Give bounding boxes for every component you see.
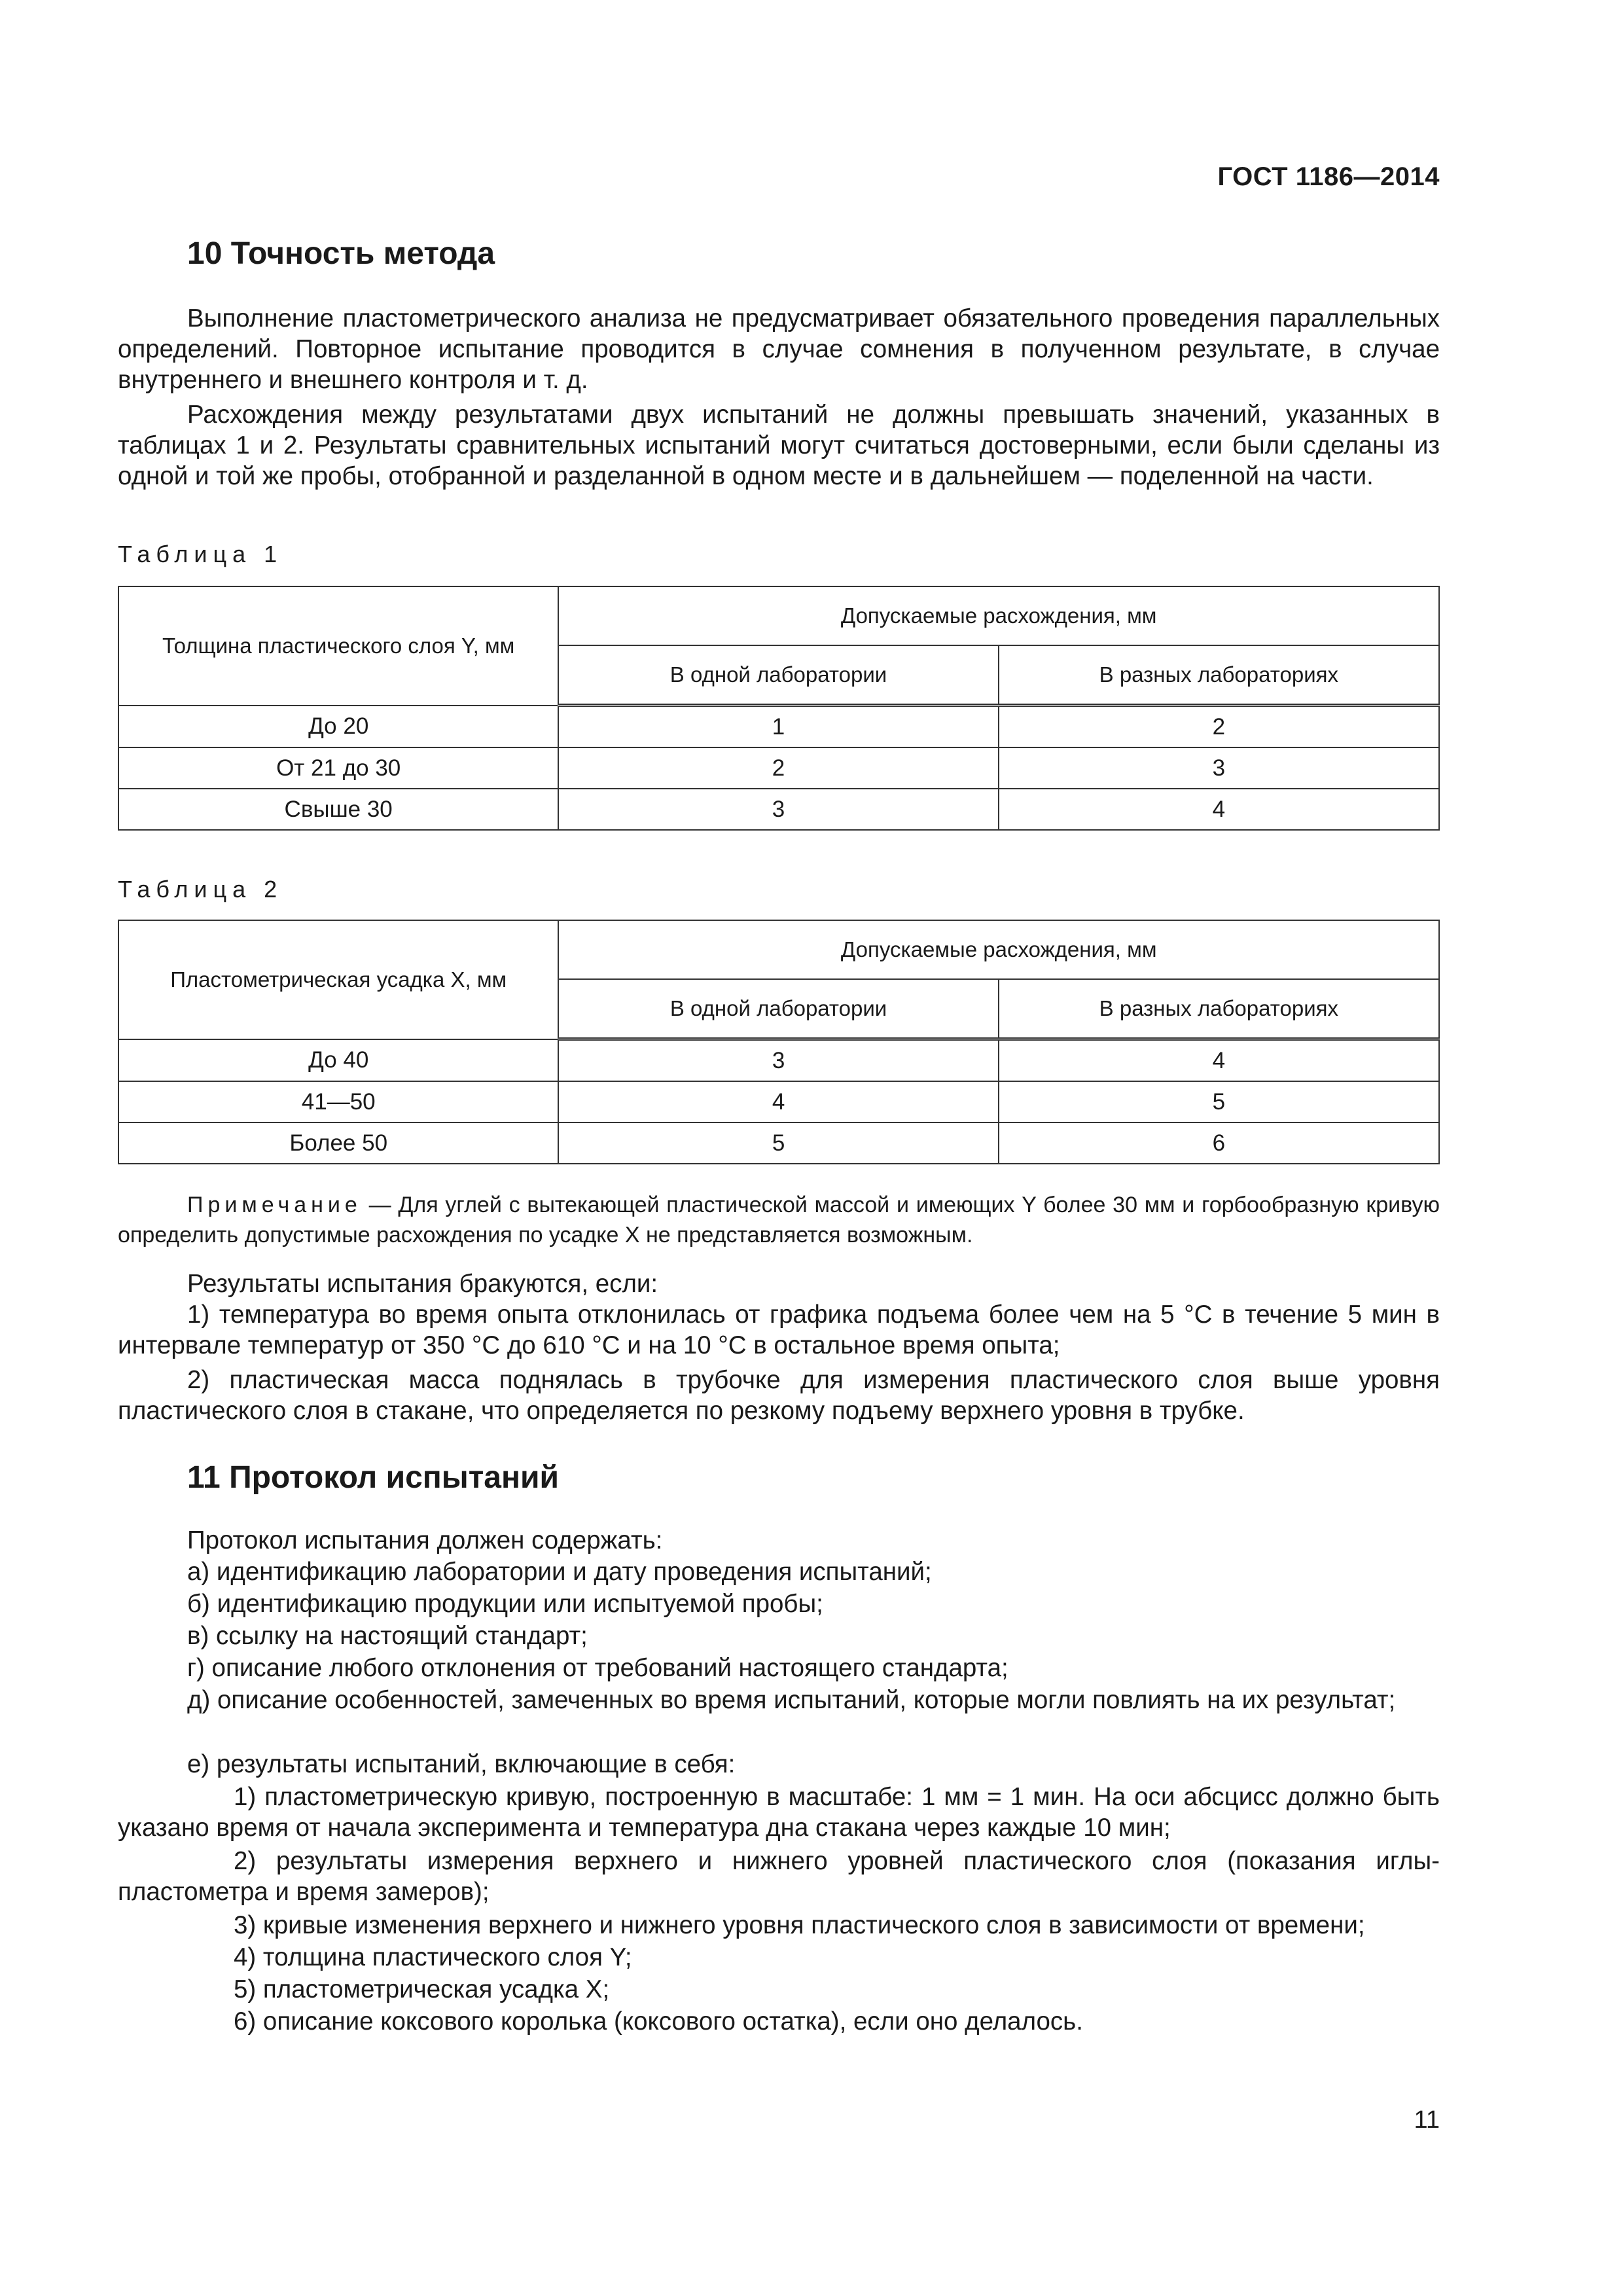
rejection-item-1: 1) температура во время опыта отклонилась от графика подъема более чем на 5 °С в течение 5 мин в интервале температур от 350 °С до 610 °С и на 10 °С в остальное время опыта; xyxy=(118,1300,1440,1359)
table-cell: Свыше 30 xyxy=(118,789,558,830)
protocol-item-b: б) идентификацию продукции или испытуемой пробы; xyxy=(187,1590,823,1618)
table-1-header-diff-labs: В разных лабораториях xyxy=(999,645,1439,706)
table-row xyxy=(118,1081,1439,1122)
table-cell: 4 xyxy=(558,1081,998,1122)
table-1-header-thickness: Толщина пластического слоя Y, мм xyxy=(118,586,558,706)
table-row xyxy=(118,706,1439,748)
table-2-caption: Таблица 2 xyxy=(118,876,283,903)
protocol-item-e1: 1) пластометрическую кривую, построенную в масштабе: 1 мм = 1 мин. На оси абсцисс должно быть указано время от начала эксперимента и температура дна стакана через каждые 10 мин; xyxy=(118,1783,1440,1842)
document-id: ГОСТ 1186—2014 xyxy=(1217,162,1440,191)
section-10-paragraph-1: Выполнение пластометрического анализа не предусматривает обязательного проведения параллельных определений. Повторное испытание проводится в случае сомнения в полученном результате, в случае внутреннего и внешнего контроля и т. д. xyxy=(118,304,1440,394)
table-1-header-group: Допускаемые расхождения, мм xyxy=(558,586,1439,645)
table-cell: 4 xyxy=(999,1039,1439,1082)
protocol-item-e2: 2) результаты измерения верхнего и нижнего уровней пластического слоя (показания иглы-пластометра и время замеров); xyxy=(118,1847,1440,1906)
table-cell: 6 xyxy=(999,1122,1439,1164)
table-1-header-one-lab: В одной лаборатории xyxy=(558,645,998,706)
table-cell: 5 xyxy=(999,1081,1439,1122)
table-cell: Более 50 xyxy=(118,1122,558,1164)
protocol-intro: Протокол испытания должен содержать: xyxy=(187,1526,663,1554)
rejection-intro: Результаты испытания бракуются, если: xyxy=(187,1270,658,1298)
table-2-header-one-lab: В одной лаборатории xyxy=(558,979,998,1039)
note-text: — Для углей с вытекающей пластической массой и имеющих Y более 30 мм и горбообразную кривую определить допустимые расхождения по усадке X не представляется возможным. xyxy=(118,1193,1440,1247)
table-2-header-group: Допускаемые расхождения, мм xyxy=(558,920,1439,979)
protocol-item-v: в) ссылку на настоящий стандарт; xyxy=(187,1622,588,1650)
table-cell: До 40 xyxy=(118,1039,558,1082)
table-cell: 2 xyxy=(999,706,1439,748)
table-2-header-shrinkage: Пластометрическая усадка X, мм xyxy=(118,920,558,1039)
table-cell: 3 xyxy=(558,789,998,830)
table-row xyxy=(118,747,1439,789)
protocol-item-e6: 6) описание коксового королька (коксового остатка), если оно делалось. xyxy=(234,2007,1083,2036)
table-row xyxy=(118,789,1439,830)
table-note xyxy=(118,1190,1440,1250)
table-1 xyxy=(118,586,1440,831)
rejection-item-2: 2) пластическая масса поднялась в трубочке для измерения пластического слоя выше уровня пластического слоя в стакане, что определяется по резкому подъему верхнего уровня в трубке. xyxy=(118,1366,1440,1425)
document-page xyxy=(118,0,1440,2296)
table-row xyxy=(118,1122,1439,1164)
table-1-caption: Таблица 1 xyxy=(118,541,283,567)
table-row xyxy=(118,1039,1439,1082)
note-label: Примечание xyxy=(187,1193,362,1217)
table-2 xyxy=(118,920,1440,1164)
table-2-header-diff-labs: В разных лабораториях xyxy=(999,979,1439,1039)
protocol-item-e5: 5) пластометрическая усадка X; xyxy=(234,1975,610,2003)
section-10-title: 10 Точность метода xyxy=(187,236,495,271)
protocol-item-a: а) идентификацию лаборатории и дату проведения испытаний; xyxy=(187,1558,932,1586)
table-cell: От 21 до 30 xyxy=(118,747,558,789)
protocol-item-e4: 4) толщина пластического слоя Y; xyxy=(234,1943,632,1971)
section-10-paragraph-2: Расхождения между результатами двух испытаний не должны превышать значений, указанных в таблицах 1 и 2. Результаты сравнительных испытаний могут считаться достоверными, если были сделаны из одной и той же пробы, отобранной и разделанной в одном месте и в дальнейшем — поделенной на части. xyxy=(118,401,1440,490)
table-cell: 5 xyxy=(558,1122,998,1164)
protocol-item-e: е) результаты испытаний, включающие в себя: xyxy=(187,1750,736,1778)
table-cell: До 20 xyxy=(118,706,558,748)
table-cell: 3 xyxy=(558,1039,998,1082)
table-cell: 41—50 xyxy=(118,1081,558,1122)
section-11-title: 11 Протокол испытаний xyxy=(187,1460,559,1495)
table-cell: 1 xyxy=(558,706,998,748)
protocol-item-e3: 3) кривые изменения верхнего и нижнего уровня пластического слоя в зависимости от времени; xyxy=(234,1911,1365,1939)
table-cell: 2 xyxy=(558,747,998,789)
protocol-item-g: г) описание любого отклонения от требований настоящего стандарта; xyxy=(187,1654,1008,1682)
page-number: 11 xyxy=(1414,2106,1440,2134)
table-cell: 3 xyxy=(999,747,1439,789)
table-cell: 4 xyxy=(999,789,1439,830)
protocol-item-d: д) описание особенностей, замеченных во время испытаний, которые могли повлиять на их результат; xyxy=(187,1686,1396,1714)
